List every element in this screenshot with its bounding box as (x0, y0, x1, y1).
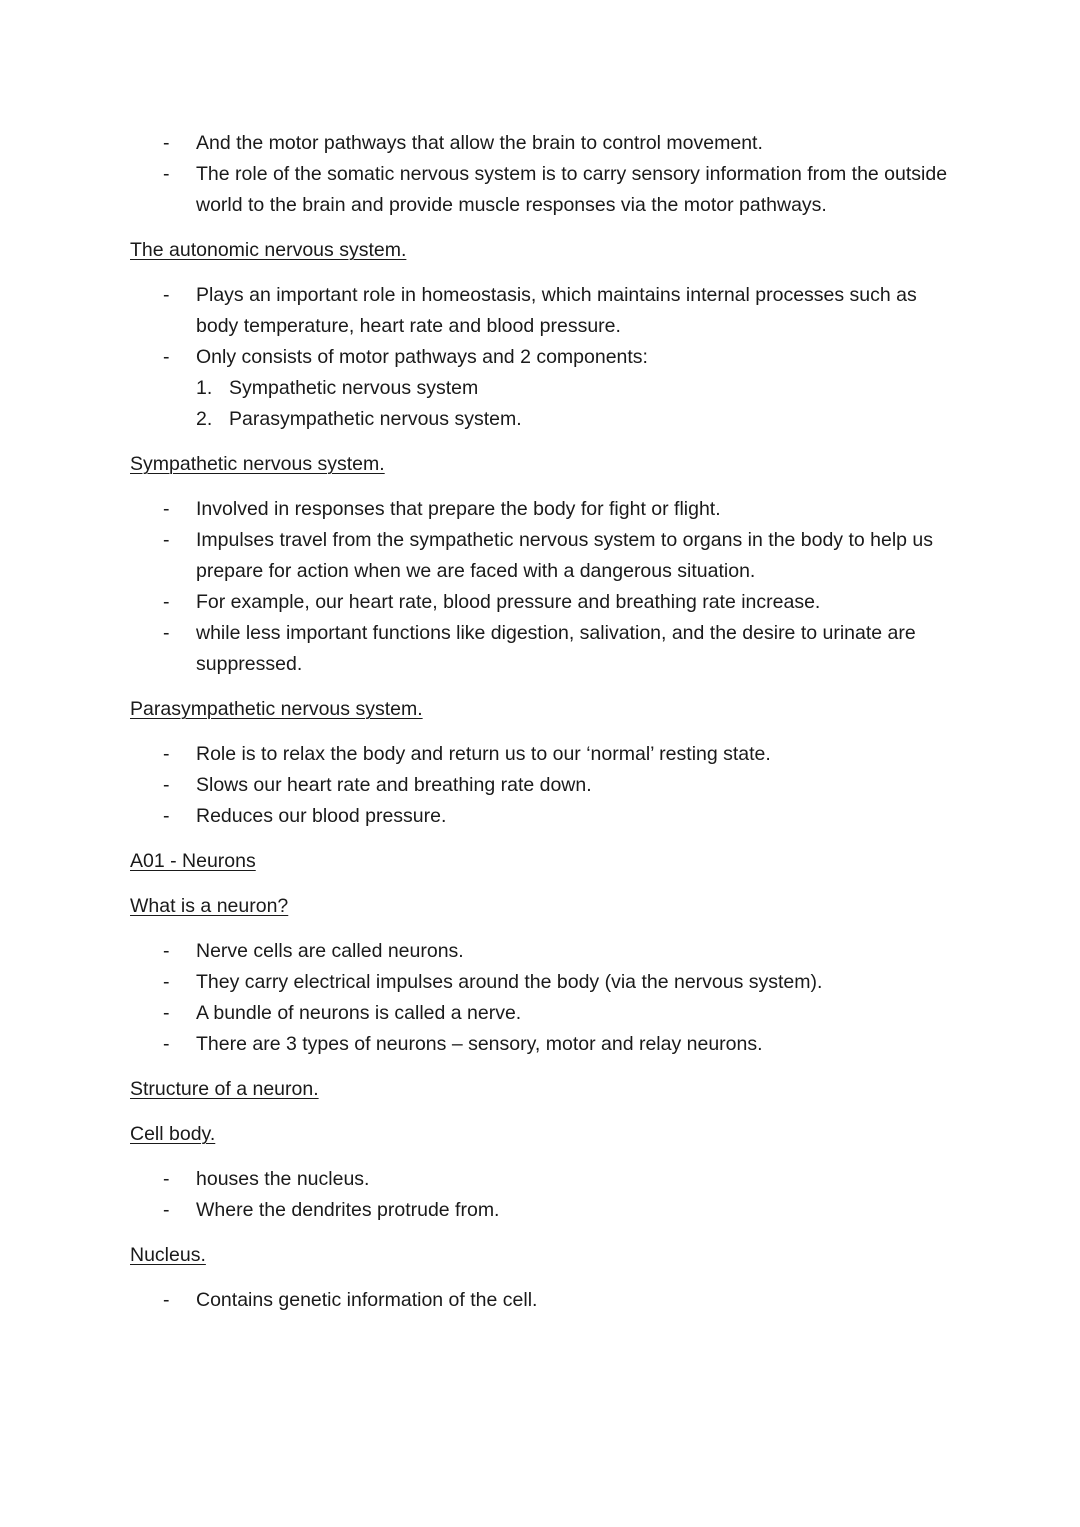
what-is-neuron-heading: What is a neuron? (130, 895, 289, 917)
structure-heading: Structure of a neuron. (130, 1078, 319, 1100)
list-item: - Slows our heart rate and breathing rate down. (130, 770, 960, 801)
item-number: 1. (196, 377, 213, 399)
list-item: - And the motor pathways that allow the brain to control movement. (130, 128, 960, 159)
intro-list (130, 128, 960, 221)
autonomic-list (130, 280, 960, 373)
nucleus-heading: Nucleus. (130, 1244, 206, 1266)
numbered-item (196, 404, 960, 435)
cell-body-heading: Cell body. (130, 1123, 216, 1145)
list-item: - Contains genetic information of the cell. (130, 1285, 960, 1316)
autonomic-heading: The autonomic nervous system. (130, 239, 407, 261)
section-heading-block (130, 1240, 960, 1271)
list-item: - Impulses travel from the sympathetic nervous system to organs in the body to help us prepare for action when we are faced with a dangerous situation. (130, 525, 960, 587)
item-text: Parasympathetic nervous system. (229, 408, 522, 430)
section-heading-block (130, 1074, 960, 1105)
autonomic-components-list (130, 373, 960, 435)
list-item: - Only consists of motor pathways and 2 components: (130, 342, 960, 373)
parasympathetic-heading: Parasympathetic nervous system. (130, 698, 423, 720)
list-item: - The role of the somatic nervous system is to carry sensory information from the outside world to the brain and provide muscle responses via the motor pathways. (130, 159, 960, 221)
list-item: - Reduces our blood pressure. (130, 801, 960, 832)
list-item: - Where the dendrites protrude from. (130, 1195, 960, 1226)
section-heading-block (130, 694, 960, 725)
section-heading-block (130, 846, 960, 877)
list-item: - A bundle of neurons is called a nerve. (130, 998, 960, 1029)
item-text: Sympathetic nervous system (229, 377, 479, 399)
list-item: - They carry electrical impulses around the body (via the nervous system). (130, 967, 960, 998)
section-heading-block (130, 891, 960, 922)
section-heading-block (130, 1119, 960, 1150)
neurons-list (130, 936, 960, 1060)
list-item: - There are 3 types of neurons – sensory, motor and relay neurons. (130, 1029, 960, 1060)
section-heading-block (130, 235, 960, 266)
section-heading-block (130, 449, 960, 480)
numbered-item (196, 373, 960, 404)
list-item: - Plays an important role in homeostasis, which maintains internal processes such as body temperature, heart rate and blood pressure. (130, 280, 960, 342)
parasympathetic-list (130, 739, 960, 832)
neurons-section-title: A01 - Neurons (130, 850, 256, 872)
document-content (130, 128, 960, 1316)
list-item: - For example, our heart rate, blood pressure and breathing rate increase. (130, 587, 960, 618)
list-item: - while less important functions like digestion, salivation, and the desire to urinate are suppressed. (130, 618, 960, 680)
sympathetic-heading: Sympathetic nervous system. (130, 453, 385, 475)
list-item: - Role is to relax the body and return us to our ‘normal’ resting state. (130, 739, 960, 770)
list-item: - Nerve cells are called neurons. (130, 936, 960, 967)
item-number: 2. (196, 408, 213, 430)
list-item: - Involved in responses that prepare the body for fight or flight. (130, 494, 960, 525)
sympathetic-list (130, 494, 960, 680)
nucleus-list (130, 1285, 960, 1316)
cell-body-list (130, 1164, 960, 1226)
list-item: - houses the nucleus. (130, 1164, 960, 1195)
